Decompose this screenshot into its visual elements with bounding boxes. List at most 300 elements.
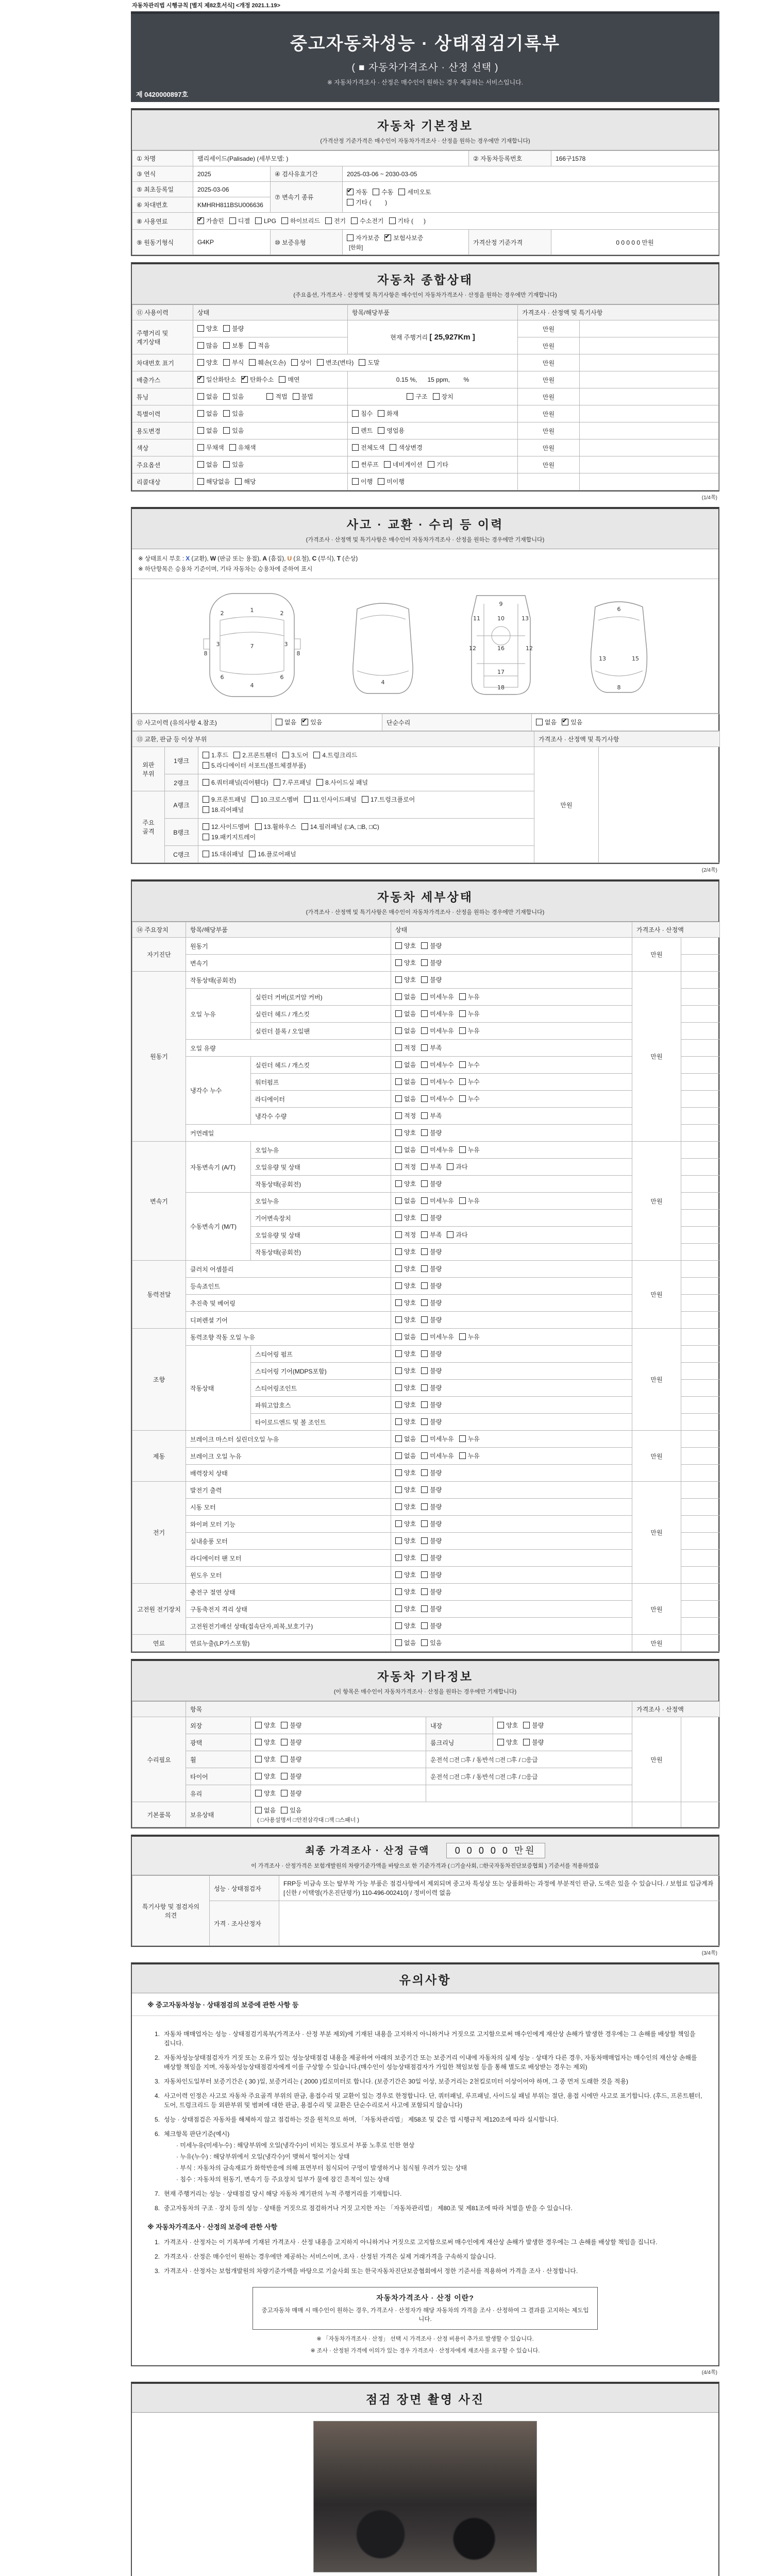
- checkbox-icon[interactable]: [325, 217, 332, 224]
- checkbox-icon[interactable]: [223, 393, 230, 400]
- checkbox-icon[interactable]: [347, 199, 354, 206]
- checkbox-icon[interactable]: [459, 1061, 466, 1068]
- checkbox-option[interactable]: [421, 1111, 442, 1120]
- checkbox-option[interactable]: [395, 1400, 416, 1409]
- checkbox-icon[interactable]: [395, 1265, 402, 1272]
- checkbox-option[interactable]: [352, 477, 373, 486]
- checkbox-option[interactable]: [421, 1621, 442, 1630]
- checkbox-icon[interactable]: [281, 1739, 288, 1745]
- checkbox-icon[interactable]: [395, 959, 402, 966]
- checkbox-icon[interactable]: [282, 752, 289, 758]
- checkbox-option[interactable]: [395, 1009, 416, 1018]
- checkbox-option[interactable]: [421, 1162, 442, 1171]
- checkbox-option[interactable]: [459, 1145, 480, 1154]
- checkbox-icon[interactable]: [395, 1180, 402, 1187]
- checkbox-icon[interactable]: [362, 796, 368, 803]
- checkbox-icon[interactable]: [421, 1520, 428, 1527]
- checkbox-option[interactable]: [223, 426, 244, 435]
- checkbox-option[interactable]: [395, 1060, 416, 1069]
- checkbox-icon[interactable]: [395, 1112, 402, 1119]
- checkbox-option[interactable]: [395, 1587, 416, 1596]
- checkbox-option[interactable]: [421, 1570, 442, 1579]
- checkbox-option[interactable]: [395, 1128, 416, 1137]
- checkbox-icon[interactable]: [421, 993, 428, 1000]
- checkbox-option[interactable]: [395, 1043, 416, 1052]
- checkbox-icon[interactable]: [421, 1163, 428, 1170]
- checkbox-icon[interactable]: [352, 444, 359, 451]
- checkbox-icon[interactable]: [251, 796, 258, 803]
- checkbox-icon[interactable]: [459, 1146, 466, 1153]
- checkbox-option[interactable]: [421, 1060, 453, 1069]
- checkbox-icon[interactable]: [421, 1231, 428, 1238]
- checkbox-option[interactable]: [197, 426, 218, 435]
- checkbox-option[interactable]: [421, 1638, 442, 1647]
- checkbox-option[interactable]: [459, 1026, 480, 1035]
- checkbox-icon[interactable]: [421, 976, 428, 983]
- checkbox-icon[interactable]: [395, 1214, 402, 1221]
- checkbox-icon[interactable]: [373, 189, 379, 195]
- checkbox-option[interactable]: [223, 324, 244, 333]
- checkbox-option[interactable]: [235, 477, 256, 486]
- checkbox-icon[interactable]: [395, 976, 402, 983]
- checkbox-option[interactable]: [497, 1721, 518, 1730]
- checkbox-icon[interactable]: [421, 1367, 428, 1374]
- checkbox-option[interactable]: [395, 1145, 416, 1154]
- checkbox-icon[interactable]: [395, 1078, 402, 1085]
- checkbox-option[interactable]: [313, 751, 357, 759]
- checkbox-icon[interactable]: [351, 217, 358, 224]
- checkbox-icon[interactable]: [197, 461, 204, 468]
- checkbox-option[interactable]: [223, 460, 244, 469]
- checkbox-option[interactable]: [395, 992, 416, 1001]
- checkbox-icon[interactable]: [352, 461, 359, 468]
- checkbox-icon[interactable]: [293, 393, 299, 400]
- checkbox-icon[interactable]: [421, 1401, 428, 1408]
- checkbox-icon[interactable]: [317, 359, 324, 366]
- checkbox-option[interactable]: [421, 1043, 442, 1052]
- checkbox-option[interactable]: [395, 1434, 416, 1443]
- checkbox-option[interactable]: [395, 1536, 416, 1545]
- checkbox-option[interactable]: [421, 1502, 442, 1511]
- checkbox-option[interactable]: [395, 1604, 416, 1613]
- checkbox-option[interactable]: [255, 217, 276, 225]
- checkbox-option[interactable]: [421, 1026, 453, 1035]
- checkbox-icon[interactable]: [390, 444, 396, 451]
- checkbox-option[interactable]: [421, 1383, 442, 1392]
- checkbox-option[interactable]: [459, 992, 480, 1001]
- checkbox-option[interactable]: [421, 1485, 442, 1494]
- checkbox-icon[interactable]: [421, 1537, 428, 1544]
- checkbox-icon[interactable]: [421, 1044, 428, 1051]
- checkbox-icon[interactable]: [301, 823, 308, 830]
- checkbox-option[interactable]: [421, 1349, 442, 1358]
- checkbox-option[interactable]: [384, 233, 423, 242]
- checkbox-icon[interactable]: [459, 1435, 466, 1442]
- checkbox-icon[interactable]: [395, 1435, 402, 1442]
- checkbox-icon[interactable]: [395, 1010, 402, 1017]
- checkbox-icon[interactable]: [421, 1639, 428, 1646]
- checkbox-icon[interactable]: [395, 1537, 402, 1544]
- checkbox-option[interactable]: [279, 375, 299, 384]
- checkbox-icon[interactable]: [395, 1248, 402, 1255]
- checkbox-icon[interactable]: [395, 1146, 402, 1153]
- checkbox-option[interactable]: [395, 1077, 416, 1086]
- checkbox-icon[interactable]: [203, 806, 209, 813]
- checkbox-option[interactable]: [197, 409, 218, 418]
- checkbox-option[interactable]: [203, 833, 256, 841]
- checkbox-option[interactable]: [249, 358, 285, 367]
- checkbox-icon[interactable]: [395, 1367, 402, 1374]
- checkbox-option[interactable]: [203, 805, 244, 814]
- checkbox-option[interactable]: [459, 1077, 480, 1086]
- checkbox-option[interactable]: [395, 1366, 416, 1375]
- checkbox-icon[interactable]: [255, 1773, 262, 1780]
- checkbox-option[interactable]: [395, 1349, 416, 1358]
- checkbox-option[interactable]: [421, 1145, 453, 1154]
- checkbox-icon[interactable]: [421, 1010, 428, 1017]
- checkbox-icon[interactable]: [395, 1095, 402, 1102]
- checkbox-option[interactable]: [384, 460, 423, 469]
- checkbox-icon[interactable]: [281, 1773, 288, 1780]
- checkbox-option[interactable]: [523, 1721, 544, 1730]
- checkbox-option[interactable]: [203, 751, 228, 759]
- checkbox-icon[interactable]: [459, 1095, 466, 1102]
- checkbox-icon[interactable]: [421, 1554, 428, 1561]
- checkbox-option[interactable]: [378, 409, 398, 418]
- checkbox-icon[interactable]: [395, 1163, 402, 1170]
- checkbox-icon[interactable]: [421, 1214, 428, 1221]
- checkbox-icon[interactable]: [395, 1333, 402, 1340]
- checkbox-option[interactable]: [255, 1738, 276, 1747]
- checkbox-option[interactable]: [197, 443, 224, 452]
- checkbox-icon[interactable]: [197, 427, 204, 434]
- checkbox-option[interactable]: [223, 392, 244, 401]
- checkbox-option[interactable]: [459, 1196, 480, 1205]
- checkbox-option[interactable]: [395, 1213, 416, 1222]
- checkbox-option[interactable]: [421, 1298, 442, 1307]
- checkbox-icon[interactable]: [523, 1722, 530, 1728]
- checkbox-icon[interactable]: [536, 719, 543, 725]
- checkbox-option[interactable]: [407, 392, 427, 401]
- checkbox-icon[interactable]: [421, 1129, 428, 1136]
- checkbox-icon[interactable]: [421, 1299, 428, 1306]
- checkbox-icon[interactable]: [395, 1605, 402, 1612]
- checkbox-option[interactable]: [249, 850, 296, 858]
- checkbox-icon[interactable]: [421, 1452, 428, 1459]
- checkbox-option[interactable]: [459, 1434, 480, 1443]
- checkbox-option[interactable]: [395, 975, 416, 984]
- checkbox-icon[interactable]: [274, 779, 280, 786]
- checkbox-icon[interactable]: [281, 1722, 288, 1728]
- checkbox-icon[interactable]: [255, 1790, 262, 1797]
- checkbox-option[interactable]: [395, 1638, 416, 1647]
- checkbox-icon[interactable]: [352, 410, 359, 417]
- checkbox-icon[interactable]: [395, 1554, 402, 1561]
- checkbox-icon[interactable]: [395, 1469, 402, 1476]
- checkbox-option[interactable]: [395, 1264, 416, 1273]
- checkbox-checked-icon[interactable]: [301, 719, 308, 725]
- checkbox-option[interactable]: [421, 1281, 442, 1290]
- checkbox-option[interactable]: [395, 1026, 416, 1035]
- checkbox-icon[interactable]: [223, 410, 230, 417]
- checkbox-option[interactable]: [249, 341, 270, 350]
- checkbox-icon[interactable]: [421, 1333, 428, 1340]
- checkbox-option[interactable]: [359, 358, 379, 367]
- checkbox-option[interactable]: [421, 1417, 442, 1426]
- checkbox-option[interactable]: [203, 761, 306, 770]
- checkbox-option[interactable]: [255, 1772, 276, 1781]
- checkbox-icon[interactable]: [421, 1571, 428, 1578]
- checkbox-icon[interactable]: [421, 1469, 428, 1476]
- checkbox-icon[interactable]: [421, 1112, 428, 1119]
- checkbox-icon[interactable]: [223, 461, 230, 468]
- checkbox-icon[interactable]: [197, 325, 204, 332]
- checkbox-icon[interactable]: [497, 1722, 504, 1728]
- checkbox-icon[interactable]: [197, 342, 204, 349]
- checkbox-option[interactable]: [281, 1789, 301, 1798]
- checkbox-option[interactable]: [395, 941, 416, 950]
- checkbox-option[interactable]: [203, 850, 244, 858]
- checkbox-icon[interactable]: [395, 1197, 402, 1204]
- checkbox-option[interactable]: [274, 778, 311, 787]
- checkbox-icon[interactable]: [398, 189, 405, 195]
- checkbox-icon[interactable]: [421, 1180, 428, 1187]
- checkbox-option[interactable]: [197, 392, 218, 401]
- checkbox-option[interactable]: [281, 1738, 301, 1747]
- checkbox-icon[interactable]: [255, 1807, 262, 1814]
- checkbox-option[interactable]: [421, 1213, 442, 1222]
- checkbox-option[interactable]: [241, 375, 274, 384]
- checkbox-icon[interactable]: [223, 359, 230, 366]
- checkbox-icon[interactable]: [421, 1435, 428, 1442]
- checkbox-icon[interactable]: [378, 410, 384, 417]
- checkbox-option[interactable]: [421, 1196, 453, 1205]
- checkbox-checked-icon[interactable]: [562, 719, 568, 725]
- checkbox-icon[interactable]: [421, 1350, 428, 1357]
- checkbox-icon[interactable]: [229, 217, 236, 224]
- checkbox-option[interactable]: [203, 778, 268, 787]
- checkbox-icon[interactable]: [197, 393, 204, 400]
- checkbox-icon[interactable]: [347, 234, 354, 241]
- checkbox-icon[interactable]: [389, 217, 396, 224]
- checkbox-option[interactable]: [395, 1417, 416, 1426]
- checkbox-icon[interactable]: [395, 1452, 402, 1459]
- checkbox-icon[interactable]: [223, 342, 230, 349]
- checkbox-icon[interactable]: [203, 752, 209, 758]
- checkbox-checked-icon[interactable]: [197, 217, 204, 224]
- checkbox-option[interactable]: [421, 1553, 442, 1562]
- checkbox-icon[interactable]: [384, 461, 391, 468]
- checkbox-icon[interactable]: [255, 1722, 262, 1728]
- checkbox-icon[interactable]: [459, 1078, 466, 1085]
- checkbox-icon[interactable]: [395, 1350, 402, 1357]
- checkbox-icon[interactable]: [223, 325, 230, 332]
- checkbox-option[interactable]: [197, 460, 218, 469]
- checkbox-checked-icon[interactable]: [384, 234, 391, 241]
- checkbox-option[interactable]: [395, 1094, 416, 1103]
- checkbox-icon[interactable]: [203, 762, 209, 769]
- checkbox-icon[interactable]: [255, 1756, 262, 1762]
- checkbox-icon[interactable]: [395, 1384, 402, 1391]
- checkbox-icon[interactable]: [421, 1248, 428, 1255]
- checkbox-option[interactable]: [428, 460, 448, 469]
- checkbox-option[interactable]: [395, 1247, 416, 1256]
- checkbox-option[interactable]: [395, 1570, 416, 1579]
- checkbox-option[interactable]: [421, 1264, 442, 1273]
- checkbox-icon[interactable]: [433, 393, 440, 400]
- checkbox-icon[interactable]: [523, 1739, 530, 1745]
- checkbox-option[interactable]: [395, 1179, 416, 1188]
- checkbox-icon[interactable]: [395, 1299, 402, 1306]
- checkbox-option[interactable]: [421, 1536, 442, 1545]
- checkbox-option[interactable]: [281, 1806, 301, 1815]
- checkbox-option[interactable]: [447, 1230, 467, 1239]
- checkbox-icon[interactable]: [395, 1061, 402, 1068]
- checkbox-icon[interactable]: [255, 1739, 262, 1745]
- checkbox-option[interactable]: [282, 751, 308, 759]
- checkbox-option[interactable]: [536, 718, 557, 726]
- checkbox-icon[interactable]: [421, 1027, 428, 1034]
- checkbox-option[interactable]: [395, 958, 416, 967]
- checkbox-icon[interactable]: [249, 359, 256, 366]
- checkbox-icon[interactable]: [197, 359, 204, 366]
- checkbox-icon[interactable]: [421, 1078, 428, 1085]
- checkbox-option[interactable]: [229, 216, 250, 225]
- checkbox-option[interactable]: [421, 1247, 442, 1256]
- checkbox-icon[interactable]: [223, 427, 230, 434]
- checkbox-icon[interactable]: [395, 1622, 402, 1629]
- checkbox-icon[interactable]: [421, 1282, 428, 1289]
- checkbox-option[interactable]: [421, 1451, 453, 1460]
- checkbox-option[interactable]: [395, 1332, 416, 1341]
- checkbox-option[interactable]: [233, 751, 277, 759]
- checkbox-checked-icon[interactable]: [197, 376, 204, 383]
- checkbox-option[interactable]: [421, 1366, 442, 1375]
- checkbox-icon[interactable]: [203, 823, 209, 830]
- checkbox-option[interactable]: [197, 375, 236, 384]
- checkbox-icon[interactable]: [459, 1010, 466, 1017]
- checkbox-option[interactable]: [197, 216, 224, 225]
- checkbox-option[interactable]: [347, 198, 387, 207]
- checkbox-icon[interactable]: [459, 993, 466, 1000]
- checkbox-option[interactable]: [421, 1434, 453, 1443]
- checkbox-icon[interactable]: [281, 1756, 288, 1762]
- checkbox-icon[interactable]: [421, 959, 428, 966]
- checkbox-icon[interactable]: [421, 1503, 428, 1510]
- checkbox-icon[interactable]: [421, 1588, 428, 1595]
- checkbox-icon[interactable]: [395, 1520, 402, 1527]
- checkbox-option[interactable]: [251, 795, 299, 804]
- checkbox-option[interactable]: [459, 1060, 480, 1069]
- checkbox-option[interactable]: [203, 795, 246, 804]
- checkbox-icon[interactable]: [281, 1807, 288, 1814]
- checkbox-icon[interactable]: [395, 1231, 402, 1238]
- checkbox-icon[interactable]: [203, 851, 209, 857]
- checkbox-icon[interactable]: [395, 1282, 402, 1289]
- checkbox-option[interactable]: [389, 216, 426, 225]
- checkbox-icon[interactable]: [447, 1163, 453, 1170]
- checkbox-option[interactable]: [276, 718, 296, 726]
- checkbox-option[interactable]: [395, 1451, 416, 1460]
- checkbox-option[interactable]: [255, 1806, 276, 1815]
- checkbox-icon[interactable]: [421, 1486, 428, 1493]
- checkbox-icon[interactable]: [421, 1146, 428, 1153]
- checkbox-icon[interactable]: [233, 752, 240, 758]
- checkbox-icon[interactable]: [421, 1265, 428, 1272]
- checkbox-option[interactable]: [421, 975, 442, 984]
- checkbox-icon[interactable]: [378, 478, 384, 485]
- checkbox-icon[interactable]: [229, 444, 236, 451]
- checkbox-option[interactable]: [421, 1094, 453, 1103]
- checkbox-option[interactable]: [197, 341, 218, 350]
- checkbox-icon[interactable]: [395, 1639, 402, 1646]
- checkbox-icon[interactable]: [421, 1095, 428, 1102]
- checkbox-icon[interactable]: [279, 376, 285, 383]
- checkbox-icon[interactable]: [235, 478, 242, 485]
- checkbox-option[interactable]: [281, 1755, 301, 1764]
- checkbox-option[interactable]: [197, 477, 230, 486]
- checkbox-option[interactable]: [291, 358, 312, 367]
- checkbox-icon[interactable]: [395, 1316, 402, 1323]
- checkbox-icon[interactable]: [395, 1571, 402, 1578]
- checkbox-icon[interactable]: [421, 1418, 428, 1425]
- checkbox-icon[interactable]: [203, 834, 209, 840]
- checkbox-icon[interactable]: [316, 779, 323, 786]
- checkbox-option[interactable]: [317, 358, 354, 367]
- checkbox-option[interactable]: [325, 216, 346, 225]
- checkbox-option[interactable]: [203, 822, 250, 831]
- checkbox-option[interactable]: [223, 358, 244, 367]
- checkbox-option[interactable]: [293, 392, 313, 401]
- checkbox-option[interactable]: [421, 1400, 442, 1409]
- checkbox-icon[interactable]: [421, 1622, 428, 1629]
- checkbox-icon[interactable]: [459, 1027, 466, 1034]
- checkbox-option[interactable]: [378, 426, 405, 435]
- checkbox-icon[interactable]: [249, 342, 256, 349]
- checkbox-option[interactable]: [255, 822, 296, 831]
- checkbox-icon[interactable]: [447, 1231, 453, 1238]
- checkbox-icon[interactable]: [249, 851, 256, 857]
- checkbox-option[interactable]: [229, 443, 256, 452]
- checkbox-option[interactable]: [398, 188, 431, 196]
- checkbox-icon[interactable]: [497, 1739, 504, 1745]
- checkbox-icon[interactable]: [291, 359, 298, 366]
- checkbox-icon[interactable]: [395, 1588, 402, 1595]
- checkbox-option[interactable]: [395, 1196, 416, 1205]
- checkbox-option[interactable]: [197, 358, 218, 367]
- checkbox-option[interactable]: [421, 1077, 453, 1086]
- checkbox-option[interactable]: [255, 1755, 276, 1764]
- checkbox-option[interactable]: [266, 392, 287, 401]
- checkbox-option[interactable]: [395, 1281, 416, 1290]
- checkbox-option[interactable]: [395, 1553, 416, 1562]
- checkbox-option[interactable]: [347, 233, 379, 242]
- checkbox-icon[interactable]: [421, 942, 428, 949]
- checkbox-option[interactable]: [395, 1519, 416, 1528]
- checkbox-icon[interactable]: [395, 1044, 402, 1051]
- checkbox-option[interactable]: [421, 1128, 442, 1137]
- checkbox-icon[interactable]: [395, 1418, 402, 1425]
- checkbox-option[interactable]: [459, 1009, 480, 1018]
- checkbox-option[interactable]: [459, 1451, 480, 1460]
- checkbox-icon[interactable]: [421, 1316, 428, 1323]
- checkbox-option[interactable]: [281, 216, 320, 225]
- checkbox-option[interactable]: [523, 1738, 544, 1747]
- checkbox-option[interactable]: [459, 1332, 480, 1341]
- checkbox-icon[interactable]: [276, 719, 282, 725]
- checkbox-option[interactable]: [255, 1789, 276, 1798]
- checkbox-icon[interactable]: [197, 410, 204, 417]
